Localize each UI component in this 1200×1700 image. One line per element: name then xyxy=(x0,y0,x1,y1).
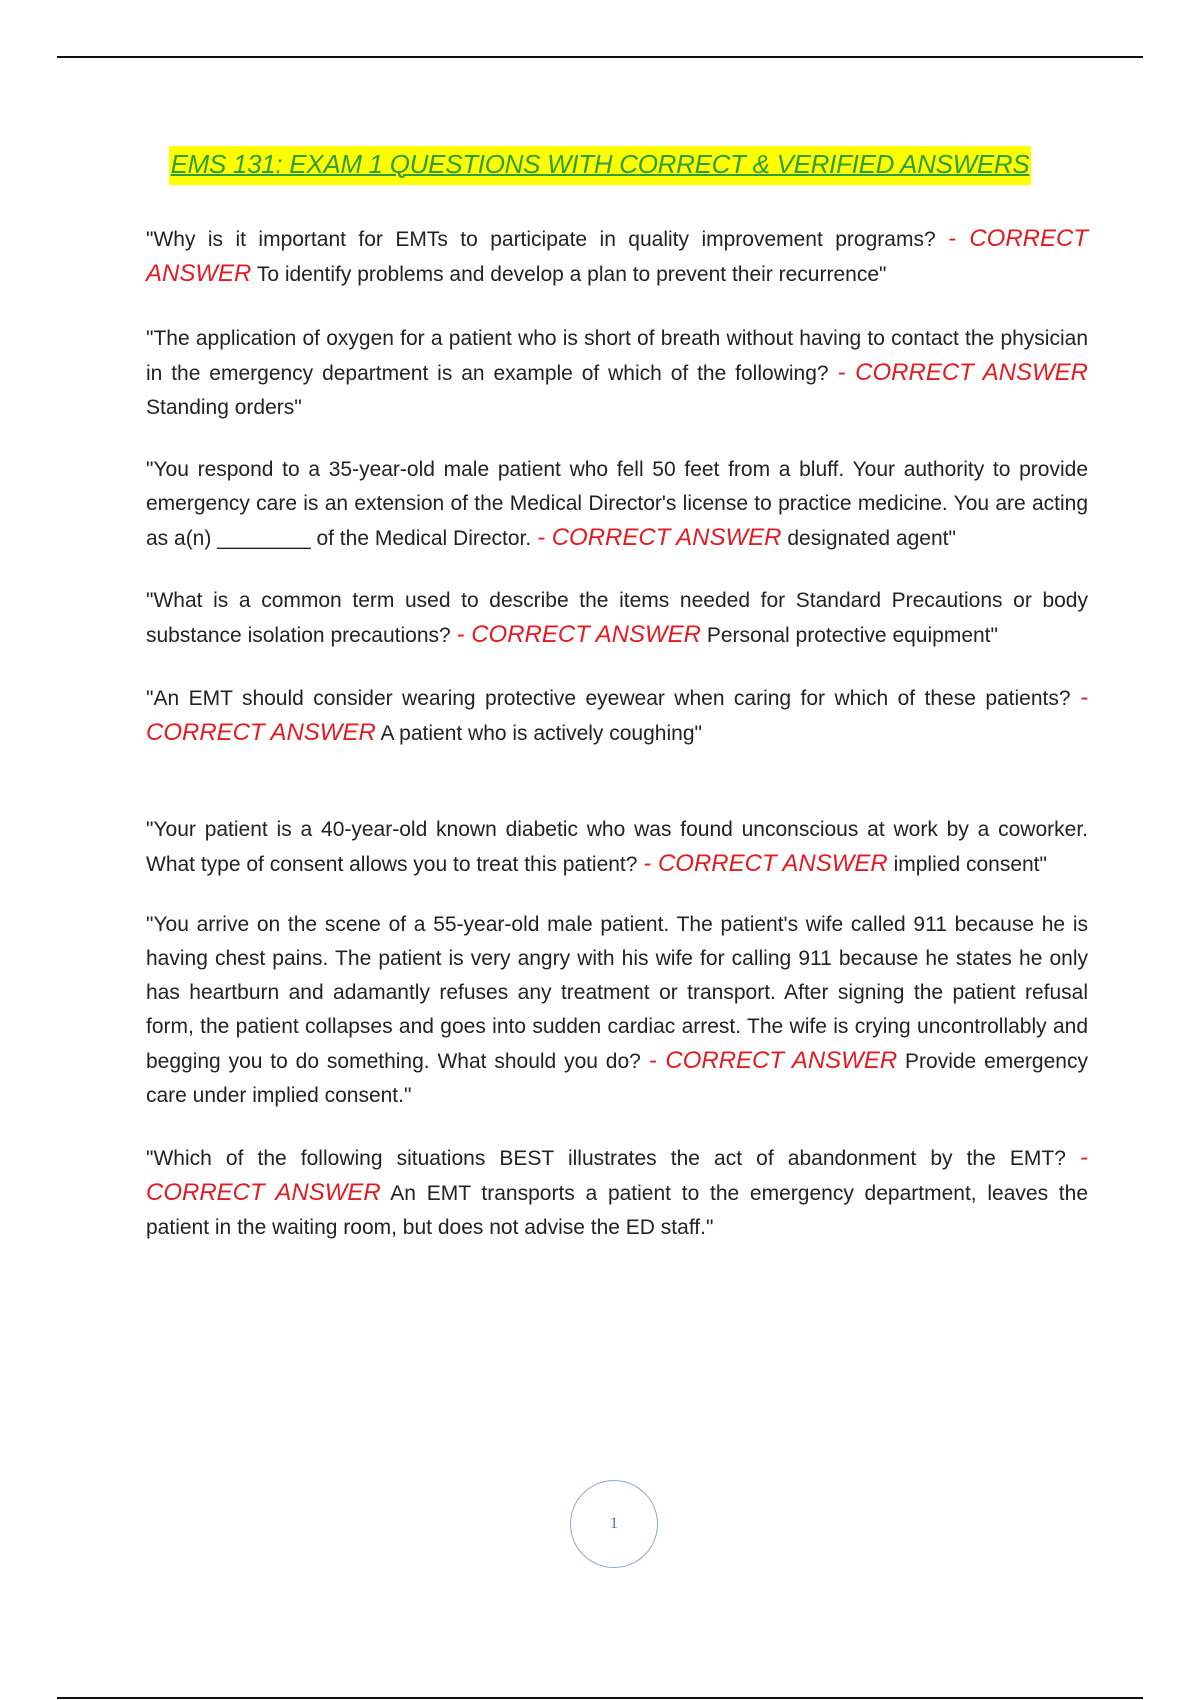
qa-item xyxy=(146,453,1088,556)
correct-answer-label: - CORRECT ANSWER xyxy=(146,225,1089,287)
qa-item xyxy=(146,681,1088,751)
correct-answer-label: - CORRECT ANSWER xyxy=(456,621,701,648)
answer-text: Standing orders" xyxy=(146,396,302,419)
question-text: "What is a common term used to describe the items needed for Standard Precautions or body substance isolation precautions? xyxy=(146,589,1088,647)
correct-answer-label: - CORRECT ANSWER xyxy=(537,524,782,551)
question-text: "You respond to a 35-year-old male patient who fell 50 feet from a bluff. Your authority to provide emergency care is an extension of the Medical Director's license to practice medicine. You are acting as a(n) ________ of the Medical Director. xyxy=(146,458,1088,550)
qa-item xyxy=(146,813,1088,882)
qa-item xyxy=(146,584,1088,653)
correct-answer-label: - CORRECT ANSWER xyxy=(643,850,888,877)
qa-item xyxy=(146,222,1088,292)
qa-item xyxy=(146,1141,1088,1245)
document-title: EMS 131: EXAM 1 QUESTIONS WITH CORRECT & VERIFIED ANSWERS xyxy=(169,146,1032,185)
answer-text: An EMT transports a patient to the emergency department, leaves the patient in the waiting room, but does not advise the ED staff." xyxy=(146,1182,1089,1239)
question-text: "You arrive on the scene of a 55-year-old male patient. The patient's wife called 911 because he is having chest pains. The patient is very angry with his wife for calling 911 because he states he only has heartburn and adamantly refuses any treatment or transport. After signing the patient refusal form, the patient collapses and goes into sudden cardiac arrest. The wife is crying uncontrollably and begging you to do something. What should you do? xyxy=(146,913,1088,1073)
header-rule xyxy=(57,56,1143,58)
footer-rule xyxy=(57,1697,1143,1699)
answer-text: Provide emergency care under implied consent." xyxy=(146,1050,1088,1107)
qa-item xyxy=(146,908,1088,1113)
document-body xyxy=(146,222,1088,1245)
answer-text: designated agent" xyxy=(787,527,956,550)
answer-text: To identify problems and develop a plan to prevent their recurrence" xyxy=(256,263,887,286)
question-text: "An EMT should consider wearing protective eyewear when caring for which of these patients? xyxy=(146,687,1071,710)
answer-text: Personal protective equipment" xyxy=(706,624,998,647)
correct-answer-label: - CORRECT ANSWER xyxy=(837,359,1088,386)
correct-answer-label: - CORRECT ANSWER xyxy=(648,1047,898,1074)
question-text: "Which of the following situations BEST illustrates the act of abandonment by the EMT? xyxy=(146,1147,1066,1170)
page-number: 1 xyxy=(610,1515,618,1532)
answer-text: implied consent" xyxy=(893,853,1047,876)
title-container xyxy=(0,146,1200,185)
correct-answer-label: - CORRECT ANSWER xyxy=(146,684,1088,746)
page-number-badge xyxy=(570,1480,658,1568)
correct-answer-label: - CORRECT ANSWER xyxy=(146,1144,1088,1206)
question-text: "The application of oxygen for a patient who is short of breath without having to contact the physician in the emergency department is an example of which of the following? xyxy=(146,327,1088,385)
question-text: "Why is it important for EMTs to participate in quality improvement programs? xyxy=(146,228,936,251)
qa-item xyxy=(146,322,1088,425)
question-text: "Your patient is a 40-year-old known diabetic who was found unconscious at work by a coworker. What type of consent allows you to treat this patient? xyxy=(146,818,1088,876)
answer-text: A patient who is actively coughing" xyxy=(380,722,702,745)
